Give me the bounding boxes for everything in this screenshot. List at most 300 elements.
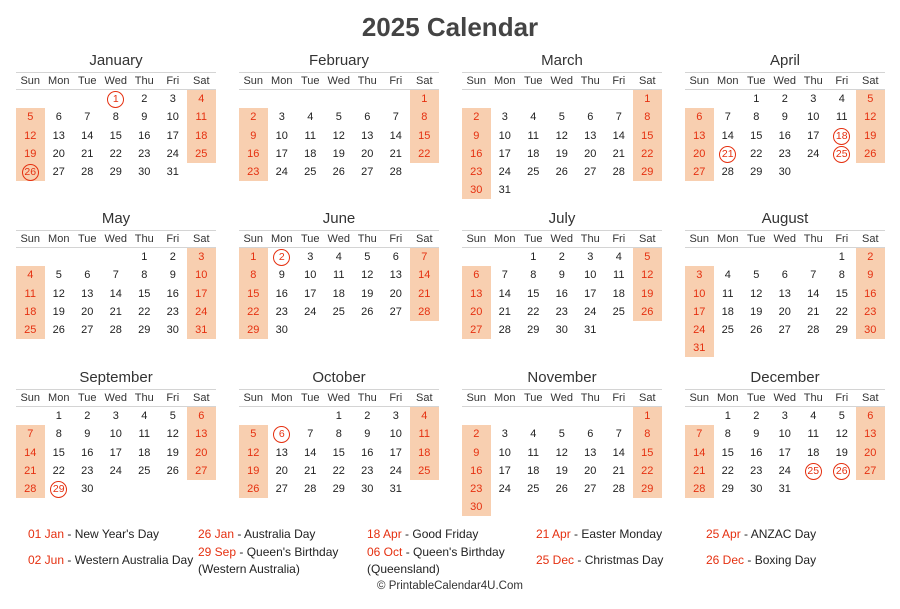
day-cell: 29 <box>239 321 268 339</box>
day-cell: 16 <box>239 145 268 163</box>
day-cell: 14 <box>304 446 317 459</box>
day-cell: 12 <box>239 444 268 462</box>
day-cell: 18 <box>187 127 216 145</box>
day-cell: 24 <box>685 321 714 339</box>
weekday-header: Sun <box>685 230 714 248</box>
day-cell <box>45 480 74 498</box>
day-cell: 17 <box>187 285 216 303</box>
day-cell: 27 <box>462 321 491 339</box>
weekday-header: Tue <box>296 389 325 407</box>
day-cell: 14 <box>685 444 714 462</box>
day-cell: 11 <box>187 108 216 126</box>
day-cell: 21 <box>109 305 122 318</box>
day-cell: 10 <box>109 428 122 441</box>
empty-cell <box>325 90 354 108</box>
day-cell: 13 <box>52 129 65 142</box>
day-cell: 10 <box>275 129 288 142</box>
day-cell: 20 <box>685 145 714 163</box>
weekday-header: Fri <box>605 230 634 248</box>
day-cell: 4 <box>307 111 314 124</box>
day-cell: 23 <box>856 303 885 321</box>
day-cell: 12 <box>52 287 65 300</box>
day-cell: 18 <box>807 446 820 459</box>
month-february <box>239 50 439 181</box>
day-cell: 2 <box>141 93 148 106</box>
day-cell: 30 <box>361 482 374 495</box>
day-cell: 3 <box>187 248 216 266</box>
day-cell: 27 <box>778 323 791 336</box>
day-cell: 8 <box>55 428 62 441</box>
day-cell: 30 <box>81 482 94 495</box>
legend-date: 21 Apr <box>536 527 571 541</box>
day-cell: 6 <box>187 407 216 425</box>
weekday-header: Mon <box>268 389 297 407</box>
day-cell: 17 <box>275 147 288 160</box>
weekday-header: Sun <box>16 72 45 90</box>
day-cell: 13 <box>81 287 94 300</box>
day-cell: 27 <box>584 165 597 178</box>
day-cell: 25 <box>138 464 151 477</box>
day-cell: 16 <box>166 287 179 300</box>
day-cell: 5 <box>169 410 176 423</box>
day-cell <box>828 145 857 163</box>
day-cell: 31 <box>778 482 791 495</box>
day-cell: 3 <box>501 428 508 441</box>
empty-cell <box>714 248 743 266</box>
day-cell: 19 <box>633 285 662 303</box>
day-cell: 18 <box>721 305 734 318</box>
day-cell: 23 <box>81 464 94 477</box>
day-cell: 6 <box>587 428 594 441</box>
day-cell: 14 <box>612 446 625 459</box>
day-cell: 27 <box>52 165 65 178</box>
day-cell: 13 <box>584 446 597 459</box>
day-cell: 29 <box>109 165 122 178</box>
day-cell: 18 <box>332 287 345 300</box>
day-cell: 17 <box>109 446 122 459</box>
day-cell: 11 <box>836 111 848 124</box>
month-december <box>685 367 885 498</box>
weekday-header: Tue <box>519 230 548 248</box>
empty-cell <box>353 90 382 108</box>
legend-item-boxing-day: 26 Dec - Boxing Day <box>706 553 817 567</box>
holiday-circle: 6 <box>273 426 290 443</box>
day-cell: 28 <box>612 482 625 495</box>
day-cell: 22 <box>750 147 763 160</box>
day-cell: 29 <box>721 482 734 495</box>
day-cell: 9 <box>462 444 491 462</box>
day-cell: 5 <box>856 90 885 108</box>
empty-cell <box>685 248 714 266</box>
day-cell: 24 <box>166 147 179 160</box>
legend-date: 06 Oct <box>367 545 403 559</box>
month-name: June <box>322 210 356 227</box>
day-cell: 9 <box>364 428 371 441</box>
day-cell: 4 <box>16 266 45 284</box>
legend-date: 18 Apr <box>367 527 402 541</box>
day-cell: 6 <box>781 269 788 282</box>
day-cell: 8 <box>410 108 439 126</box>
empty-cell <box>491 90 520 108</box>
day-cell: 18 <box>527 147 540 160</box>
day-cell: 17 <box>304 287 317 300</box>
weekday-header: Thu <box>576 72 605 90</box>
day-cell: 6 <box>84 269 91 282</box>
day-cell: 4 <box>530 111 537 124</box>
day-cell: 9 <box>278 269 285 282</box>
day-cell: 22 <box>527 305 540 318</box>
day-cell: 8 <box>633 425 662 443</box>
day-cell <box>268 425 297 443</box>
day-cell: 24 <box>498 482 511 495</box>
day-cell: 25 <box>16 321 45 339</box>
day-cell: 11 <box>807 428 819 441</box>
day-cell: 20 <box>778 305 791 318</box>
day-cell: 31 <box>389 482 402 495</box>
day-cell: 30 <box>275 323 288 336</box>
day-cell: 4 <box>141 410 148 423</box>
day-cell: 24 <box>498 165 511 178</box>
day-cell: 13 <box>361 129 374 142</box>
day-cell: 19 <box>555 464 568 477</box>
day-cell: 11 <box>527 129 539 142</box>
day-cell: 10 <box>187 266 216 284</box>
day-cell: 16 <box>750 446 763 459</box>
day-cell: 12 <box>856 108 885 126</box>
day-cell: 4 <box>615 251 622 264</box>
legend-item-wa-day: 02 Jun - Western Australia Day <box>28 553 194 567</box>
day-cell: 22 <box>138 305 151 318</box>
day-cell: 6 <box>364 111 371 124</box>
day-cell: 7 <box>112 269 119 282</box>
day-cell: 4 <box>335 251 342 264</box>
day-cell: 23 <box>166 305 179 318</box>
day-cell: 17 <box>685 303 714 321</box>
weekday-header: Tue <box>73 230 102 248</box>
weekday-header: Mon <box>268 230 297 248</box>
day-cell: 17 <box>498 147 511 160</box>
day-cell: 31 <box>498 184 511 197</box>
weekday-header: Sat <box>633 230 662 248</box>
day-cell: 28 <box>304 482 317 495</box>
day-cell: 25 <box>332 305 345 318</box>
month-grid <box>462 72 662 199</box>
day-cell: 23 <box>778 147 791 160</box>
legend-item-queens-birthday-wa: 29 Sep - Queen's Birthday (Western Australia) <box>198 545 339 576</box>
weekday-header: Wed <box>771 230 800 248</box>
holiday-circle: 18 <box>833 128 850 145</box>
day-cell: 20 <box>584 147 597 160</box>
day-cell: 17 <box>584 287 597 300</box>
day-cell: 5 <box>558 428 565 441</box>
empty-cell <box>771 248 800 266</box>
day-cell: 1 <box>838 251 845 264</box>
day-cell: 7 <box>615 111 622 124</box>
month-name: November <box>527 369 597 386</box>
legend-item-australia-day: 26 Jan - Australia Day <box>198 527 316 541</box>
day-cell: 26 <box>856 145 885 163</box>
day-cell: 3 <box>307 251 314 264</box>
day-cell: 22 <box>239 303 268 321</box>
weekday-header: Mon <box>491 389 520 407</box>
day-cell: 3 <box>278 111 285 124</box>
month-january <box>16 50 216 181</box>
day-cell: 15 <box>109 129 122 142</box>
day-cell: 6 <box>856 407 885 425</box>
day-cell: 22 <box>633 145 662 163</box>
day-cell: 16 <box>555 287 568 300</box>
weekday-header: Fri <box>828 72 857 90</box>
day-cell: 20 <box>856 444 885 462</box>
day-cell: 29 <box>835 323 848 336</box>
day-cell: 3 <box>587 251 594 264</box>
day-cell: 27 <box>856 462 885 480</box>
day-cell: 6 <box>462 266 491 284</box>
day-cell: 24 <box>807 147 820 160</box>
day-cell: 31 <box>584 323 597 336</box>
weekday-header: Sat <box>187 72 216 90</box>
day-cell: 7 <box>16 425 45 443</box>
day-cell: 1 <box>724 410 731 423</box>
day-cell: 3 <box>810 93 817 106</box>
day-cell: 30 <box>462 498 491 516</box>
empty-cell <box>548 90 577 108</box>
day-cell <box>799 462 828 480</box>
weekday-header: Sun <box>685 389 714 407</box>
weekday-header: Thu <box>130 389 159 407</box>
weekday-header: Fri <box>605 72 634 90</box>
day-cell: 23 <box>275 305 288 318</box>
weekday-header: Wed <box>548 72 577 90</box>
day-cell: 2 <box>462 108 491 126</box>
day-cell: 19 <box>239 462 268 480</box>
empty-cell <box>714 90 743 108</box>
day-cell: 8 <box>112 111 119 124</box>
weekday-header: Sat <box>856 230 885 248</box>
day-cell: 7 <box>307 428 314 441</box>
day-cell: 25 <box>410 462 439 480</box>
weekday-header: Wed <box>325 72 354 90</box>
weekday-header: Fri <box>159 72 188 90</box>
day-cell: 12 <box>633 266 662 284</box>
day-cell <box>102 90 131 108</box>
legend-item-anzac: 25 Apr - ANZAC Day <box>706 527 817 541</box>
day-cell: 19 <box>555 147 568 160</box>
month-name: February <box>308 52 370 69</box>
day-cell: 29 <box>633 480 662 498</box>
day-cell: 1 <box>633 90 662 108</box>
day-cell: 29 <box>138 323 151 336</box>
empty-cell <box>268 407 297 425</box>
day-cell: 16 <box>462 462 491 480</box>
day-cell: 7 <box>410 248 439 266</box>
weekday-header: Sun <box>462 230 491 248</box>
day-cell: 16 <box>81 446 94 459</box>
month-name: March <box>541 52 583 69</box>
day-cell: 2 <box>462 425 491 443</box>
month-grid <box>685 72 885 181</box>
empty-cell <box>799 248 828 266</box>
day-cell: 28 <box>807 323 820 336</box>
day-cell: 18 <box>527 464 540 477</box>
day-cell: 3 <box>112 410 119 423</box>
day-cell: 26 <box>750 323 763 336</box>
day-cell: 18 <box>16 303 45 321</box>
weekday-header: Sat <box>633 389 662 407</box>
empty-cell <box>576 90 605 108</box>
day-cell: 4 <box>410 407 439 425</box>
weekday-header: Mon <box>714 230 743 248</box>
day-cell: 9 <box>558 269 565 282</box>
weekday-header: Wed <box>102 72 131 90</box>
day-cell: 6 <box>587 111 594 124</box>
month-october <box>239 367 439 498</box>
day-cell: 28 <box>81 165 94 178</box>
holiday-circle: 26 <box>833 463 850 480</box>
day-cell: 25 <box>721 323 734 336</box>
weekday-header: Sat <box>410 72 439 90</box>
day-cell <box>828 127 857 145</box>
month-grid <box>685 230 885 357</box>
day-cell: 22 <box>835 305 848 318</box>
empty-cell <box>268 90 297 108</box>
day-cell: 26 <box>633 303 662 321</box>
month-grid <box>462 389 662 516</box>
day-cell: 10 <box>778 428 791 441</box>
day-cell: 28 <box>389 165 402 178</box>
day-cell: 12 <box>16 127 45 145</box>
holiday-circle: 25 <box>833 146 850 163</box>
day-cell: 20 <box>187 444 216 462</box>
empty-cell <box>16 407 45 425</box>
month-grid <box>16 389 216 498</box>
legend-name: New Year's Day <box>74 527 160 541</box>
month-name: September <box>79 369 153 386</box>
day-cell: 12 <box>555 129 568 142</box>
day-cell: 3 <box>501 111 508 124</box>
weekday-header: Tue <box>296 72 325 90</box>
weekday-header: Fri <box>828 230 857 248</box>
day-cell: 3 <box>781 410 788 423</box>
day-cell: 6 <box>685 108 714 126</box>
day-cell: 10 <box>498 446 511 459</box>
day-cell: 5 <box>838 410 845 423</box>
day-cell: 30 <box>750 482 763 495</box>
day-cell: 17 <box>389 446 402 459</box>
footer-credit: © PrintableCalendar4U.Com <box>377 580 523 592</box>
weekday-header: Mon <box>491 72 520 90</box>
weekday-header: Wed <box>771 389 800 407</box>
day-cell: 11 <box>138 428 150 441</box>
day-cell: 14 <box>807 287 820 300</box>
day-cell: 13 <box>778 287 791 300</box>
month-name: May <box>101 210 131 227</box>
day-cell: 10 <box>304 269 317 282</box>
empty-cell <box>576 407 605 425</box>
day-cell: 2 <box>364 410 371 423</box>
day-cell <box>16 163 45 181</box>
day-cell: 21 <box>685 462 714 480</box>
day-cell: 1 <box>530 251 537 264</box>
legend-date: 01 Jan <box>28 527 65 541</box>
day-cell: 19 <box>361 287 374 300</box>
empty-cell <box>462 407 491 425</box>
day-cell: 23 <box>361 464 374 477</box>
day-cell: 22 <box>721 464 734 477</box>
legend-item-queens-birthday-qld: 06 Oct - Queen's Birthday (Queensland) <box>367 545 505 576</box>
empty-cell <box>685 407 714 425</box>
day-cell: 28 <box>109 323 122 336</box>
weekday-header: Sun <box>239 389 268 407</box>
empty-cell <box>296 407 325 425</box>
weekday-header: Mon <box>268 72 297 90</box>
empty-cell <box>16 248 45 266</box>
day-cell: 3 <box>169 93 176 106</box>
day-cell: 12 <box>361 269 374 282</box>
day-cell: 30 <box>166 323 179 336</box>
day-cell: 13 <box>685 127 714 145</box>
day-cell: 25 <box>612 305 625 318</box>
day-cell: 24 <box>584 305 597 318</box>
weekday-header: Mon <box>45 389 74 407</box>
day-cell: 1 <box>410 90 439 108</box>
weekday-header: Fri <box>159 389 188 407</box>
day-cell: 15 <box>750 129 763 142</box>
day-cell: 15 <box>138 287 151 300</box>
day-cell: 29 <box>750 165 763 178</box>
day-cell: 29 <box>633 163 662 181</box>
weekday-header: Sun <box>462 389 491 407</box>
day-cell: 18 <box>304 147 317 160</box>
day-cell: 20 <box>81 305 94 318</box>
empty-cell <box>548 407 577 425</box>
day-cell: 23 <box>750 464 763 477</box>
day-cell: 21 <box>16 462 45 480</box>
day-cell: 22 <box>52 464 65 477</box>
day-cell: 13 <box>462 285 491 303</box>
day-cell: 30 <box>856 321 885 339</box>
month-august <box>685 208 885 357</box>
holiday-circle: 1 <box>107 91 124 108</box>
legend-name: Boxing Day <box>754 553 817 567</box>
legend-name: Western Australia Day <box>74 553 194 567</box>
weekday-header: Sat <box>633 72 662 90</box>
day-cell: 23 <box>555 305 568 318</box>
month-grid <box>16 72 216 181</box>
day-cell: 28 <box>612 165 625 178</box>
day-cell <box>828 462 857 480</box>
day-cell: 25 <box>304 165 317 178</box>
empty-cell <box>605 90 634 108</box>
day-cell: 6 <box>392 251 399 264</box>
day-cell: 4 <box>187 90 216 108</box>
day-cell: 26 <box>555 482 568 495</box>
day-cell: 20 <box>462 303 491 321</box>
weekday-header: Mon <box>45 230 74 248</box>
day-cell: 23 <box>462 480 491 498</box>
day-cell: 4 <box>810 410 817 423</box>
legend-date: 25 Apr <box>706 527 741 541</box>
legend-date: 29 Sep <box>198 545 237 559</box>
weekday-header: Fri <box>382 72 411 90</box>
day-cell: 16 <box>138 129 151 142</box>
day-cell: 26 <box>332 165 345 178</box>
day-cell: 5 <box>558 111 565 124</box>
day-cell: 15 <box>633 444 662 462</box>
day-cell: 27 <box>685 163 714 181</box>
month-name: December <box>750 369 820 386</box>
month-name: October <box>312 369 366 386</box>
